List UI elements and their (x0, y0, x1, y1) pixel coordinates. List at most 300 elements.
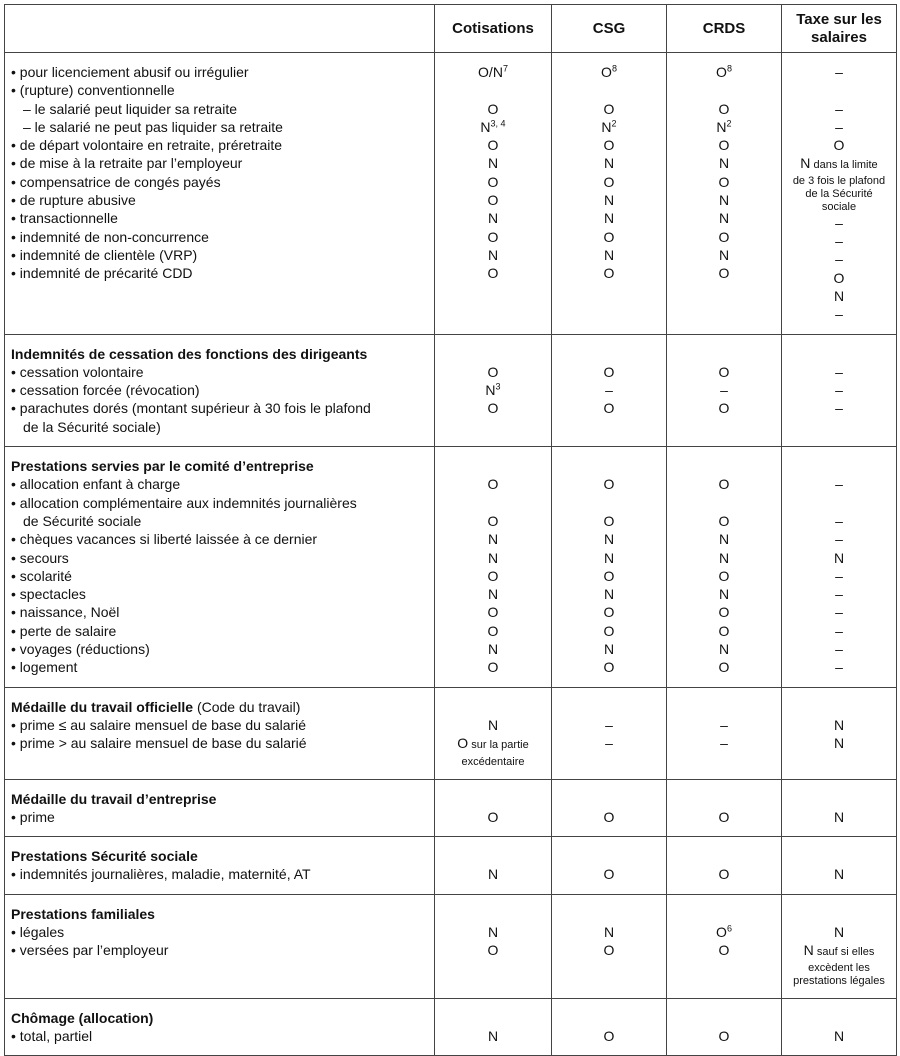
cell-value-text: O (833, 269, 845, 286)
spacer (667, 335, 781, 345)
spacer (782, 335, 896, 345)
row-label: • compensatrice de congés payés (11, 173, 221, 190)
cell-note-inline: sur la partie (468, 739, 529, 752)
row-label: • indemnité de clientèle (VRP) (11, 246, 198, 263)
cell-value-text: N (833, 716, 845, 733)
spacer (782, 988, 896, 998)
spacer (667, 999, 781, 1009)
spacer (667, 753, 781, 763)
empty-cell (435, 790, 551, 808)
cell-value (667, 136, 781, 154)
spacer (435, 1045, 551, 1055)
cell-value (552, 549, 666, 567)
cell-value-text: – (605, 382, 613, 399)
spacer (782, 895, 896, 905)
cell-value-text: N (603, 246, 615, 263)
cell-value-text: O (487, 567, 499, 584)
spacer (552, 895, 666, 905)
spacer (552, 335, 666, 345)
cell-value-text: N (833, 808, 845, 825)
cell-value (552, 716, 666, 734)
cell-value (435, 118, 551, 136)
cell-value-text: O (487, 659, 499, 676)
cell-value (435, 209, 551, 227)
section-value-cell (782, 687, 897, 779)
spacer (782, 837, 896, 847)
cell-value (782, 250, 896, 268)
cell-value-text: O (833, 137, 845, 154)
contributions-table (4, 4, 897, 1056)
cell-value-text: O (487, 100, 499, 117)
empty-cell (435, 1009, 551, 1027)
spacer (552, 688, 666, 698)
section-value-cell (552, 687, 667, 779)
cell-value-text: N (833, 287, 845, 304)
cell-value-text: – (835, 622, 843, 639)
cell-value (552, 622, 666, 640)
cell-value (782, 549, 896, 567)
spacer (552, 999, 666, 1009)
cell-value (782, 81, 896, 99)
spacer (552, 436, 666, 446)
cell-value (782, 381, 896, 399)
cell-value-text: N (603, 586, 615, 603)
cell-value (667, 567, 781, 585)
cell-value (667, 264, 781, 282)
row-label: • total, partiel (11, 1027, 93, 1044)
cell-value (552, 808, 666, 826)
cell-value (667, 941, 781, 959)
cell-value (782, 475, 896, 493)
cell-value (552, 418, 666, 436)
cell-value-text: O (601, 64, 612, 80)
empty-cell (667, 790, 781, 808)
spacer (435, 999, 551, 1009)
row-label: • chèques vacances si liberté laissée à ce dernier (11, 531, 318, 548)
row-label: • naissance, Noël (11, 604, 120, 621)
spacer (667, 53, 781, 63)
cell-value-text: O (487, 622, 499, 639)
spacer (435, 837, 551, 847)
spacer (435, 960, 551, 970)
cell-value-text: O (716, 64, 727, 80)
spacer (5, 677, 434, 687)
cell-value (782, 585, 896, 603)
cell-value (667, 1027, 781, 1045)
cell-value-text: – (835, 64, 843, 80)
spacer (782, 1045, 896, 1055)
cell-value-text: O (457, 735, 469, 752)
cell-value (667, 63, 781, 81)
cell-value-text: N (718, 586, 730, 603)
header-cotisations: Cotisations (435, 5, 552, 53)
row-label: • perte de salaire (11, 622, 117, 639)
footnote-marker: 2 (726, 118, 732, 129)
row-label: • de mise à la retraite par l’employeur (11, 155, 243, 172)
empty-cell (435, 345, 551, 363)
section-title-text: Prestations Sécurité sociale (11, 848, 198, 865)
cell-value-text: O (718, 363, 730, 380)
cell-value-text: O (487, 265, 499, 282)
spacer (5, 780, 434, 790)
section-value-cell (667, 998, 782, 1056)
cell-value-text: N (603, 549, 615, 566)
header-crds: CRDS (667, 5, 782, 53)
section-title (5, 790, 434, 808)
section-value-cell (435, 894, 552, 998)
cell-note-inline: sauf si elles (813, 946, 875, 959)
cell-value (782, 287, 896, 305)
spacer (435, 895, 551, 905)
spacer (667, 677, 781, 687)
empty-cell (552, 847, 666, 865)
cell-value-text: N (487, 246, 499, 263)
cell-value-text: N (718, 549, 730, 566)
section-value-cell (667, 779, 782, 837)
cell-value-text: O (718, 604, 730, 621)
cell-value (667, 228, 781, 246)
spacer (782, 753, 896, 763)
spacer (667, 447, 781, 457)
cell-value-text: – (835, 400, 843, 417)
cell-value-text: N (833, 923, 845, 940)
row-label: • transactionnelle (11, 210, 118, 227)
cell-value (782, 640, 896, 658)
header-label-column (5, 5, 435, 53)
section-title (5, 457, 434, 475)
cell-value-text: N (603, 641, 615, 658)
cell-value-text: N (833, 866, 845, 883)
table-section (5, 998, 897, 1056)
cell-value (782, 603, 896, 621)
cell-value (552, 136, 666, 154)
row-label: • allocation enfant à charge (11, 476, 181, 493)
header-taxe-text: Taxe sur les salaires (796, 10, 882, 46)
cell-value-text: O (718, 400, 730, 417)
section-value-cell (435, 53, 552, 335)
cell-value (552, 100, 666, 118)
cell-value-text: – (835, 100, 843, 117)
row-label: – le salarié ne peut pas liquider sa retraite (23, 118, 283, 135)
section-title (5, 1009, 434, 1027)
cell-value-text: O (487, 228, 499, 245)
spacer (5, 999, 434, 1009)
cell-value-text: N (601, 118, 612, 135)
empty-cell (667, 457, 781, 475)
cell-value (552, 228, 666, 246)
row-label: • secours (11, 549, 69, 566)
table-section (5, 447, 897, 688)
section-value-cell (435, 447, 552, 688)
spacer (5, 688, 434, 698)
spacer (5, 1045, 434, 1055)
row-label: • de départ volontaire en retraite, préretraite (11, 137, 283, 154)
cell-value (667, 923, 781, 941)
cell-value (667, 622, 781, 640)
spacer (552, 53, 666, 63)
cell-value (667, 191, 781, 209)
spacer (5, 837, 434, 847)
section-title-text: Chômage (allocation) (11, 1009, 154, 1026)
cell-value-text: O (603, 476, 615, 493)
spacer (435, 677, 551, 687)
empty-cell (782, 698, 896, 716)
cell-value-text: O (487, 192, 499, 209)
cell-value (552, 81, 666, 99)
empty-cell (552, 905, 666, 923)
section-value-cell (552, 53, 667, 335)
section-title (5, 345, 434, 363)
cell-value-text: – (835, 214, 843, 231)
cell-value-text: O (718, 512, 730, 529)
spacer (667, 895, 781, 905)
spacer (435, 769, 551, 779)
empty-cell (782, 1009, 896, 1027)
cell-value (435, 228, 551, 246)
cell-value-text: N (800, 155, 811, 172)
row-label: • indemnités journalières, maladie, maternité, AT (11, 866, 311, 883)
cell-value-text: N (833, 549, 845, 566)
cell-value (435, 154, 551, 172)
cell-value-text: N (487, 866, 499, 883)
spacer (667, 960, 781, 970)
cell-value-text: O (603, 100, 615, 117)
footnote-marker: 6 (726, 923, 732, 934)
cell-value (552, 603, 666, 621)
cell-value (782, 865, 896, 883)
table-section (5, 53, 897, 335)
cell-value-text: O (718, 100, 730, 117)
cell-value-text: N (718, 246, 730, 263)
spacer (5, 884, 434, 894)
cell-value-text: O (718, 622, 730, 639)
spacer (5, 53, 434, 63)
cell-value-text: N (487, 155, 499, 172)
cell-value (667, 118, 781, 136)
cell-value-text: – (835, 251, 843, 268)
cell-value (435, 512, 551, 530)
empty-cell (435, 457, 551, 475)
section-label-cell (5, 447, 435, 688)
spacer (782, 677, 896, 687)
empty-cell (667, 905, 781, 923)
empty-cell (782, 905, 896, 923)
cell-value (667, 100, 781, 118)
cell-value-text: O (718, 942, 730, 959)
cell-value (435, 585, 551, 603)
cell-value-text: N (718, 531, 730, 548)
cell-value (435, 658, 551, 676)
empty-cell (667, 1009, 781, 1027)
cell-value-text: O (603, 659, 615, 676)
row-label: • de rupture abusive (11, 192, 136, 209)
row-label: • spectacles (11, 586, 86, 603)
cell-value-text: – (835, 118, 843, 135)
cell-value (435, 191, 551, 209)
cell-value (782, 808, 896, 826)
section-value-cell (435, 779, 552, 837)
spacer (435, 826, 551, 836)
cell-value (552, 399, 666, 417)
cell-value-text: N (833, 735, 845, 752)
cell-value-text: N (718, 641, 730, 658)
cell-value (435, 100, 551, 118)
footnote-marker: 3, 4 (490, 118, 506, 129)
cell-value (782, 154, 896, 174)
empty-cell (782, 790, 896, 808)
table-section (5, 837, 897, 895)
section-label-cell (5, 334, 435, 446)
cell-value-text: O (603, 567, 615, 584)
section-value-cell (435, 998, 552, 1056)
cell-value-text: O (718, 137, 730, 154)
section-value-cell (667, 447, 782, 688)
row-label: • parachutes dorés (montant supérieur à 30 fois le plafond (11, 400, 371, 417)
cell-value (435, 640, 551, 658)
cell-value (667, 381, 781, 399)
empty-cell (552, 457, 666, 475)
section-value-cell (667, 334, 782, 446)
cell-value-text: O (487, 400, 499, 417)
cell-value-text: N (716, 118, 727, 135)
cell-value-text: – (835, 512, 843, 529)
section-value-cell (782, 779, 897, 837)
row-label: • cessation forcée (révocation) (11, 382, 200, 399)
spacer (552, 1045, 666, 1055)
cell-value (782, 530, 896, 548)
spacer (782, 447, 896, 457)
cell-value-text: N (603, 155, 615, 172)
cell-value-text: O (603, 265, 615, 282)
cell-value (667, 399, 781, 417)
section-label-cell (5, 894, 435, 998)
spacer (5, 335, 434, 345)
cell-value (667, 363, 781, 381)
cell-value (782, 716, 896, 734)
cell-value (552, 530, 666, 548)
cell-value-text: O (487, 604, 499, 621)
empty-cell (435, 905, 551, 923)
cell-value-text: N (603, 923, 615, 940)
section-label-cell (5, 687, 435, 779)
cell-value (782, 63, 896, 81)
cell-value (435, 808, 551, 826)
spacer (435, 780, 551, 790)
cell-value-text: O (487, 173, 499, 190)
cell-value (782, 512, 896, 530)
cell-value-text: O (718, 659, 730, 676)
footnote-marker: 2 (611, 118, 617, 129)
cell-value (667, 549, 781, 567)
section-value-cell (782, 53, 897, 335)
cell-note-inline: dans la limite (810, 159, 878, 172)
section-value-cell (435, 334, 552, 446)
footnote-marker: 7 (502, 63, 508, 74)
cell-value-text: O (487, 137, 499, 154)
cell-note: excèdent les prestations légales (793, 961, 885, 987)
empty-cell (552, 1009, 666, 1027)
cell-value-text: N (480, 118, 491, 135)
cell-value (552, 363, 666, 381)
spacer (667, 688, 781, 698)
cell-value-text: – (605, 716, 613, 733)
empty-cell (667, 345, 781, 363)
spacer (552, 826, 666, 836)
cell-value-text: – (835, 604, 843, 621)
cell-value-text: O (603, 1027, 615, 1044)
cell-value (782, 399, 896, 417)
cell-value (552, 658, 666, 676)
section-title-text: Médaille du travail officielle (11, 698, 194, 715)
row-label: – le salarié peut liquider sa retraite (23, 100, 238, 117)
section-label-cell (5, 779, 435, 837)
section-title-text: Indemnités de cessation des fonctions des dirigeants (11, 345, 368, 362)
cell-value-text: N (833, 1027, 845, 1044)
cell-value-text: O (603, 173, 615, 190)
section-value-cell (552, 779, 667, 837)
cell-value-text: O (718, 866, 730, 883)
cell-value (782, 363, 896, 381)
section-value-cell (782, 894, 897, 998)
cell-value (667, 246, 781, 264)
cell-value-text: – (835, 531, 843, 548)
section-value-cell (782, 334, 897, 446)
section-value-cell (667, 53, 782, 335)
spacer (5, 753, 434, 763)
cell-value (667, 734, 781, 752)
cell-value (552, 264, 666, 282)
section-value-cell (552, 334, 667, 446)
cell-value-text: – (720, 716, 728, 733)
cell-value (667, 173, 781, 191)
cell-note: excédentaire (461, 755, 525, 768)
cell-value (435, 549, 551, 567)
cell-value (435, 399, 551, 417)
cell-value-text: – (720, 735, 728, 752)
cell-value (552, 381, 666, 399)
cell-value-text: – (835, 659, 843, 676)
spacer (782, 436, 896, 446)
row-label: • allocation complémentaire aux indemnités journalières (11, 494, 357, 511)
cell-value (667, 808, 781, 826)
cell-value-text: N (803, 942, 814, 959)
cell-value-text: – (835, 641, 843, 658)
spacer (5, 447, 434, 457)
cell-value (782, 100, 896, 118)
cell-value-text: O (487, 942, 499, 959)
row-label: • versées par l’employeur (11, 942, 169, 959)
cell-value-text: O (603, 228, 615, 245)
cell-value (667, 209, 781, 227)
section-title-text: Prestations familiales (11, 905, 155, 922)
row-label: • indemnité de précarité CDD (11, 265, 193, 282)
cell-value-text: O (718, 1027, 730, 1044)
spacer (435, 884, 551, 894)
cell-value-text: – (720, 382, 728, 399)
cell-value-text: O (718, 808, 730, 825)
empty-cell (552, 698, 666, 716)
cell-value-text: O/N (478, 64, 503, 80)
cell-value (552, 494, 666, 512)
section-title-text: Médaille du travail d’entreprise (11, 790, 217, 807)
cell-value-text: N (487, 923, 499, 940)
cell-value (782, 136, 896, 154)
cell-value (667, 81, 781, 99)
cell-value (552, 118, 666, 136)
spacer (435, 53, 551, 63)
spacer (552, 753, 666, 763)
spacer (782, 884, 896, 894)
